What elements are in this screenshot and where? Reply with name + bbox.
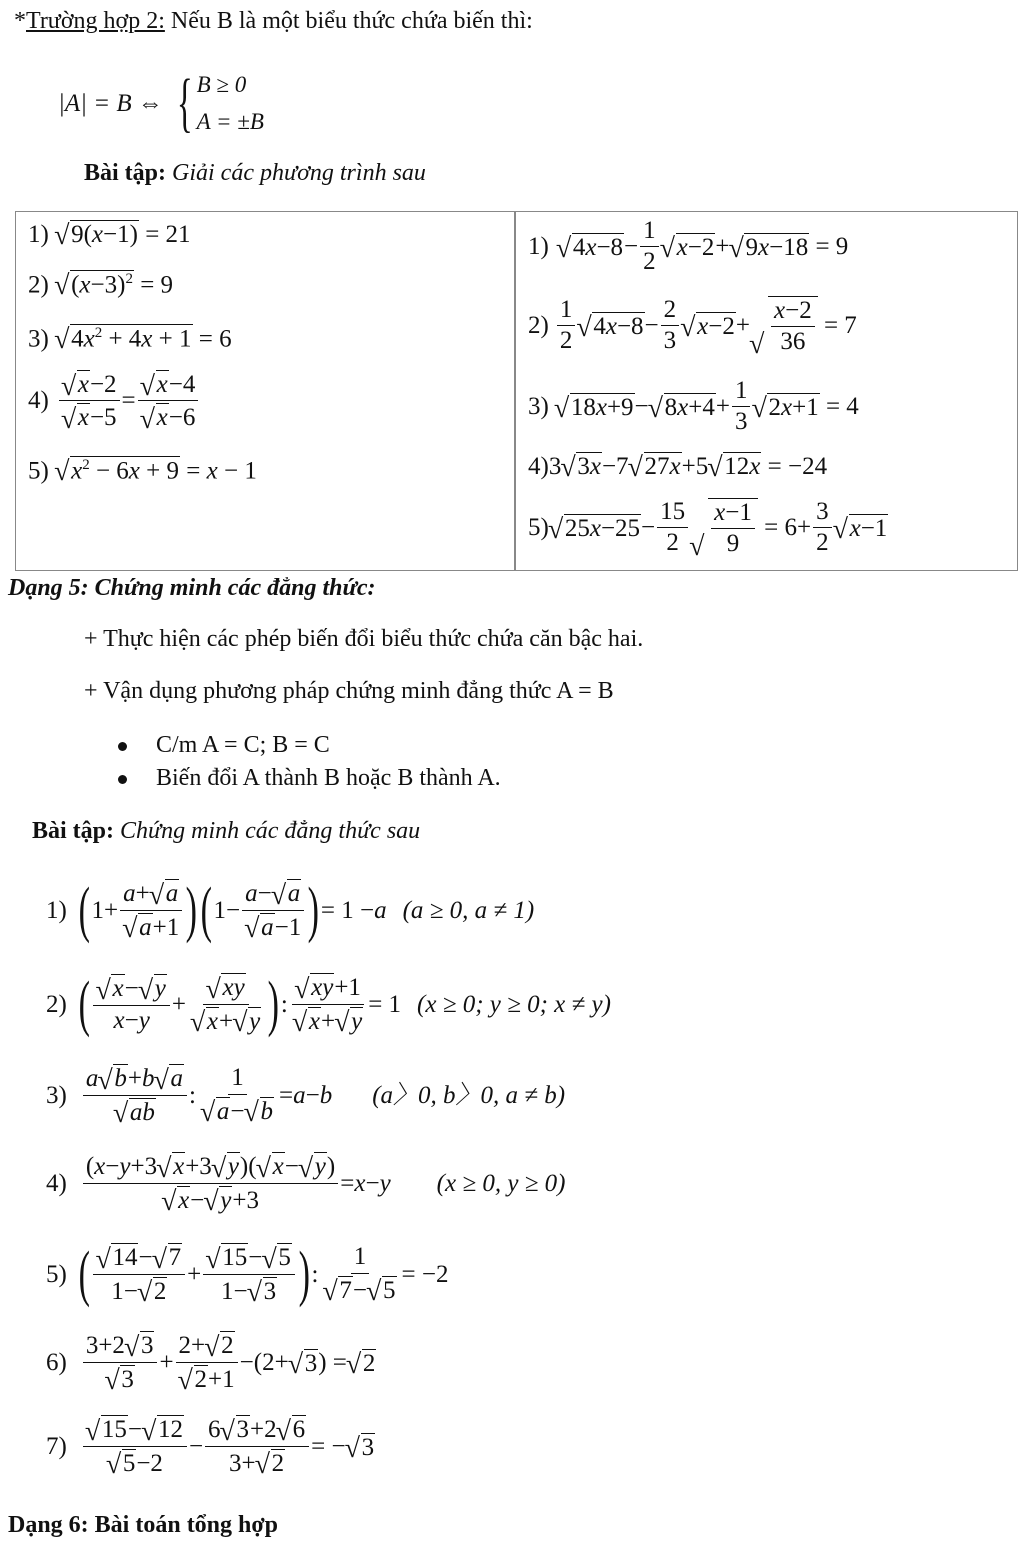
eq-number: 3)	[28, 325, 49, 353]
case2-label: Trường hợp 2:	[26, 8, 165, 34]
table-divider	[514, 212, 516, 570]
proof-1-condition: (a ≥ 0, a ≠ 1)	[402, 896, 535, 924]
proof-number: 4)	[46, 1169, 67, 1197]
bullet-icon	[118, 775, 127, 784]
proof-6: 6) 3+2√ 3 √ 3 + 2+√ 2 √ 2+1 −(2+ √ 3 ) = √ 2	[46, 1326, 376, 1398]
exercise2-heading	[32, 818, 420, 845]
proof-3: 3) a√ b+b√ a √ ab : 1 √ a−√ b = a − b (a〉0, b〉0, a ≠ b)	[46, 1058, 565, 1132]
asterisk: *	[14, 8, 26, 34]
proof-number: 5)	[46, 1260, 67, 1288]
proof-4: 4) (x−y+3√ x+3√ y)(√ x−√ y) √ x−√ y+3 = x − y (x ≥ 0, y ≥ 0)	[46, 1146, 565, 1220]
proof-4-condition: (x ≥ 0, y ≥ 0)	[436, 1169, 566, 1197]
right-eq-5: 5) √ 25x−25 − 15 2 √ $\frac{x-1}{9}$ = 6+ 3 2 √ x−1	[528, 498, 888, 558]
bullet-1: C/m A = C; B = C	[156, 732, 330, 758]
exercise1-label: Bài tập:	[84, 160, 167, 186]
rule-lhs: |A| = B ⇔	[58, 89, 163, 117]
section5-title: Dạng 5: Chứng minh các đẳng thức:	[8, 575, 376, 601]
proof-3-condition: (a〉0, b〉0, a ≠ b)	[372, 1081, 566, 1109]
proof-1: 1) ( 1+ a+√ a √ a+1 ) ( 1− a−√ a √ a−1 ) = 1 − a (a ≥ 0, a ≠ 1)	[46, 868, 534, 952]
right-eq-2: 2) 1 2 √ 4x−8 − 2 3 √ x−2 + √ $\frac{x-2}{36}$ = 7	[528, 296, 857, 356]
proof-number: 1)	[46, 896, 67, 924]
exercise1-heading	[84, 160, 426, 187]
right-eq-3: 3) √ 18x+9 − √ 8x+4 + 1 3 √ 2x+1 = 4	[528, 378, 859, 436]
proof-5: 5) ( √ 14−√ 7 1−√ 2 + √ 15−√ 5 1−√ 3 ) : 1 √ 7−√ 5 = −2	[46, 1232, 448, 1316]
section6-title: Dạng 6: Bài toán tổng hợp	[8, 1512, 279, 1538]
proof-number: 7)	[46, 1432, 67, 1460]
eq-number: 2)	[28, 271, 49, 299]
abs-rule	[58, 66, 264, 139]
proof-2-condition: (x ≥ 0; y ≥ 0; x ≠ y)	[417, 990, 611, 1018]
method-2: + Vận dụng phương pháp chứng minh đẳng thức A = B	[84, 678, 614, 704]
left-eq-2: 2) √ $(x-3)^2 = 9$	[28, 270, 173, 297]
eq-number: 5)	[528, 514, 549, 542]
method-1: + Thực hiện các phép biến đổi biểu thức chứa căn bậc hai.	[84, 626, 644, 652]
brace: {	[176, 66, 193, 139]
rule-cond1: B ≥ 0	[196, 72, 247, 97]
right-eq-1: 1) √ 4x−8 − 1 2 √ x−2 + √ 9x−18 = 9	[528, 218, 848, 276]
eq-number: 4)	[28, 387, 49, 415]
eq-number: 5)	[28, 457, 49, 485]
proof-7: 7) √ 15−√ 12 √ 5−2 − 6√ 3+2√ 6 3+√ 2 = − √ 3	[46, 1410, 375, 1482]
eq-number: 2)	[528, 312, 549, 340]
exercise2-text: Chứng minh các đẳng thức sau	[120, 818, 421, 844]
exercise1-text: Giải các phương trình sau	[172, 160, 426, 186]
proof-number: 2)	[46, 990, 67, 1018]
left-eq-1: 1) √ 9(x−1) = 21	[28, 220, 191, 247]
case2-text: Nếu B là một biểu thức chứa biến thì:	[164, 8, 533, 34]
case2-line	[14, 8, 533, 35]
bullet-2: Biến đổi A thành B hoặc B thành A.	[156, 765, 501, 791]
left-eq-3: 3) √ $4x^2 + 4x + 1 = 6$	[28, 324, 232, 351]
proof-number: 6)	[46, 1348, 67, 1376]
bullet-icon	[118, 742, 127, 751]
proof-2: 2) ( √ x−√ y x−y + √ xy √ x+√ y ) : √ xy+1 √ x+√ y = 1 (x ≥ 0; y ≥ 0; x ≠ y)	[46, 962, 611, 1046]
left-eq-4: 4) √ x−2 √ x−5 = √ x−4 √ x−6	[28, 370, 200, 432]
exercise2-label: Bài tập:	[32, 818, 115, 844]
eq-number: 3)	[528, 393, 549, 421]
rule-cond2: A = ±B	[196, 109, 264, 134]
eq-number: 1)	[528, 233, 549, 261]
eq-number: 1)	[28, 221, 49, 248]
left-eq-5: 5) √ $x^2 - 6x + 9 = x - 1$	[28, 456, 257, 483]
right-eq-4: 4)3√ 3x−7√ 27x+5√ 12x = −24	[528, 452, 827, 479]
proof-number: 3)	[46, 1081, 67, 1109]
eq-number: 4)	[528, 453, 549, 480]
